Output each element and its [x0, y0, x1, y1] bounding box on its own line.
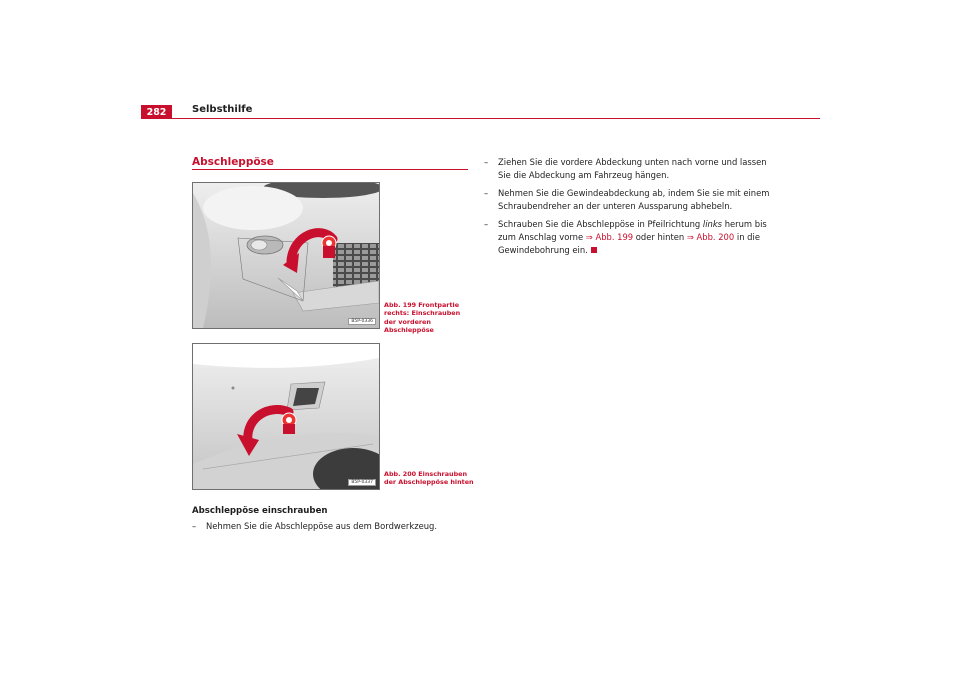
figure-front-tow-eye	[192, 182, 380, 329]
figure-reference-link[interactable]: ⇒ Abb. 199	[585, 232, 634, 242]
steps-list-right	[484, 156, 774, 262]
list-item-text: Ziehen Sie die vordere Abdeckung unten nach vorne und lassen Sie die Abdeckung am Fahrzeug hängen.	[498, 157, 767, 180]
figure-rear-tow-eye	[192, 343, 380, 490]
list-item	[484, 187, 774, 213]
emphasis-text: links	[702, 219, 723, 229]
list-item-text: Nehmen Sie die Abschleppöse aus dem Bordwerkzeug.	[206, 521, 438, 531]
list-bullet: –	[192, 521, 197, 531]
list-item-text: Nehmen Sie die Gewindeabdeckung ab, indem Sie sie mit einem Schraubendreher an der unteren Aussparung abhebeln.	[498, 188, 770, 211]
list-bullet: –	[484, 219, 489, 229]
list-bullet: –	[484, 157, 489, 167]
list-item	[484, 156, 774, 182]
text-segment: Schrauben Sie die Abschleppöse in Pfeilrichtung	[498, 219, 703, 229]
list-bullet: –	[484, 188, 489, 198]
figure-caption: Abb. 199 Frontpartie rechts: Einschrauben der vorderen Abschleppöse	[384, 301, 461, 335]
list-item	[484, 218, 774, 257]
front-bumper-illustration	[193, 183, 379, 328]
chapter-title: Selbsthilfe	[192, 104, 253, 115]
text-segment: in die Gewindebohrung ein.	[498, 232, 760, 255]
rear-bumper-illustration	[193, 344, 379, 489]
end-mark-icon	[591, 247, 597, 253]
figure-reference-link[interactable]: ⇒ Abb. 200	[686, 232, 735, 242]
figure-caption: Abb. 200 Einschrauben der Abschleppöse hinten	[384, 470, 474, 487]
figure-code: B5P-0337	[348, 479, 376, 486]
text-segment: herum bis zum Anschlag vorne	[498, 219, 767, 242]
header-rule	[172, 118, 820, 119]
text-segment: oder hinten	[633, 232, 687, 242]
list-item-text	[498, 219, 767, 255]
page-number: 282	[141, 105, 172, 119]
section-title: Abschleppöse	[192, 156, 274, 168]
steps-list-left	[192, 520, 472, 538]
figure-code: B5P-0336	[348, 318, 376, 325]
subheading: Abschleppöse einschrauben	[192, 506, 328, 516]
list-item	[192, 520, 472, 533]
section-rule	[192, 169, 468, 170]
